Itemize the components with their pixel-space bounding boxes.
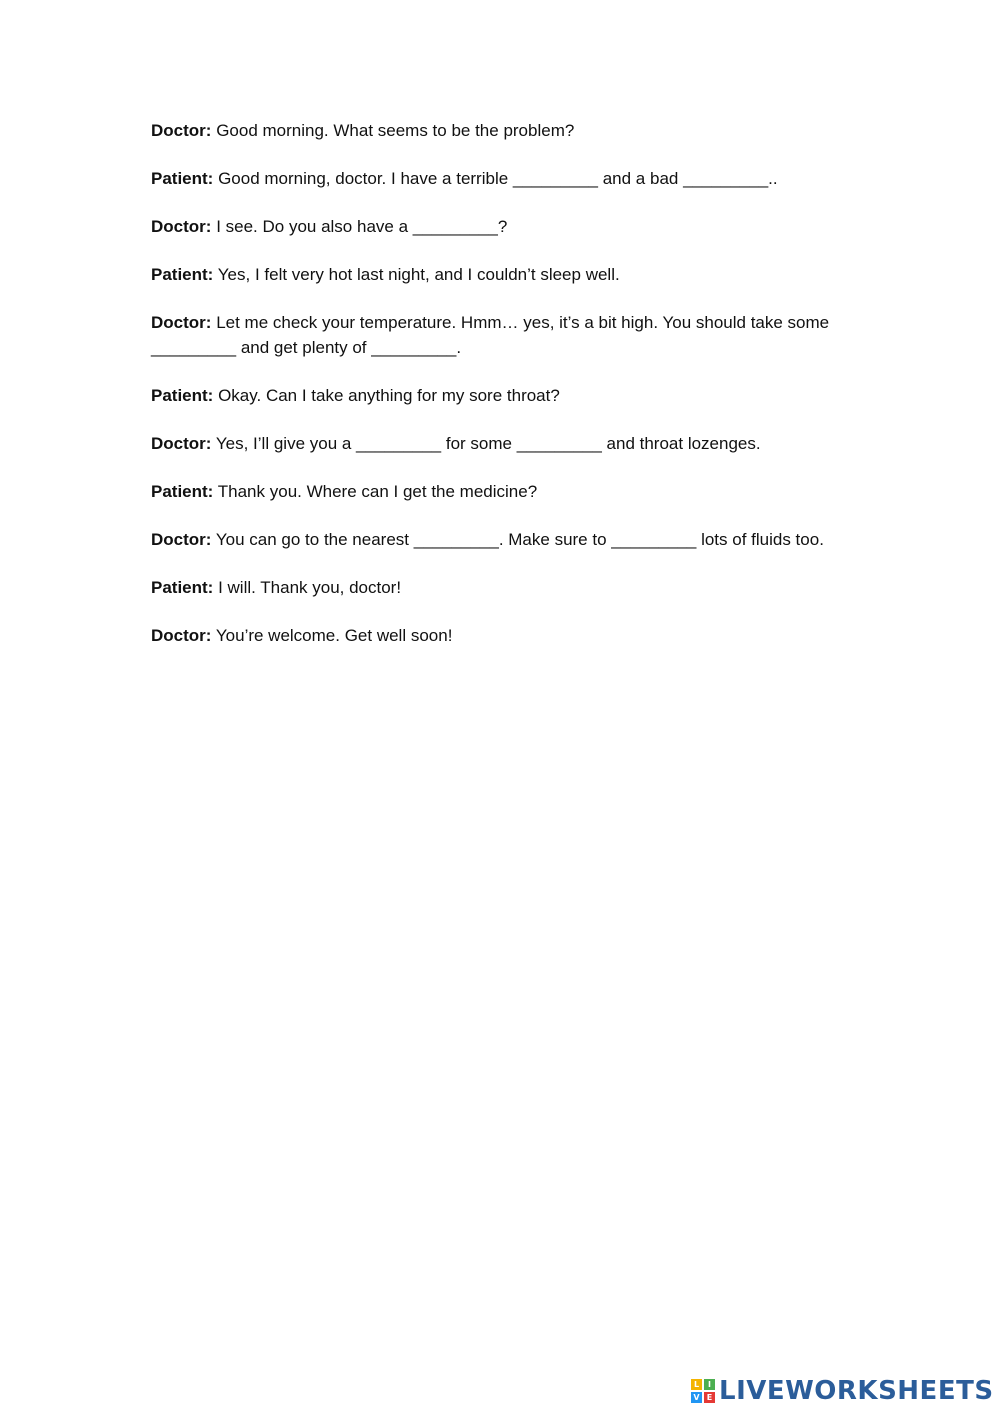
- line-text: Thank you. Where can I get the medicine?: [217, 481, 538, 501]
- line-text: Let me check your temperature. Hmm… yes, it’s a bit high. You should take some _________ and get plenty of _________.: [151, 313, 830, 357]
- logo-mark-letter: E: [704, 1392, 715, 1403]
- line-text: I will. Thank you, doctor!: [218, 577, 402, 597]
- dialogue-line-patient: [151, 263, 851, 288]
- logo-mark-letter: V: [691, 1392, 702, 1403]
- dialogue-line-patient: [151, 167, 851, 192]
- dialogue-line-patient: [151, 384, 851, 409]
- speaker-label: Doctor:: [151, 529, 212, 549]
- speaker-label: Patient:: [151, 169, 214, 188]
- logo-mark-letter: L: [691, 1379, 702, 1390]
- speaker-label: Doctor:: [151, 433, 212, 453]
- speaker-label: Doctor:: [151, 121, 212, 140]
- line-text: Yes, I felt very hot last night, and I couldn’t sleep well.: [217, 265, 620, 284]
- logo-text: LIVEWORKSHEETS: [719, 1376, 994, 1406]
- line-text: Okay. Can I take anything for my sore throat?: [218, 385, 560, 405]
- line-text: Good morning. What seems to be the problem?: [216, 121, 575, 140]
- logo-mark-letter: I: [704, 1379, 715, 1390]
- dialogue-line-doctor: [151, 624, 851, 649]
- dialogue-line-doctor: [151, 311, 851, 360]
- dialogue-line-doctor: [151, 119, 851, 144]
- speaker-label: Patient:: [151, 481, 214, 501]
- logo-mark-icon: [691, 1379, 715, 1403]
- speaker-label: Doctor:: [151, 313, 212, 332]
- line-text: You’re welcome. Get well soon!: [215, 625, 453, 645]
- speaker-label: Doctor:: [151, 625, 212, 645]
- speaker-label: Patient:: [151, 265, 214, 284]
- line-text: Yes, I’ll give you a _________ for some _________ and throat lozenges.: [215, 433, 761, 453]
- speaker-label: Patient:: [151, 385, 214, 405]
- dialogue-line-patient: [151, 576, 851, 601]
- dialogue-line-doctor: [151, 215, 851, 240]
- dialogue-line-doctor: [151, 432, 851, 457]
- line-text: Good morning, doctor. I have a terrible _________ and a bad _________..: [218, 169, 778, 188]
- dialogue-line-patient: [151, 480, 851, 505]
- speaker-label: Patient:: [151, 577, 214, 597]
- dialogue: [151, 119, 851, 672]
- line-text: You can go to the nearest _________. Make sure to _________ lots of fluids too.: [215, 529, 824, 549]
- line-text: I see. Do you also have a _________?: [216, 217, 508, 236]
- dialogue-line-doctor: [151, 528, 851, 553]
- liveworksheets-logo: [691, 1374, 994, 1408]
- speaker-label: Doctor:: [151, 217, 212, 236]
